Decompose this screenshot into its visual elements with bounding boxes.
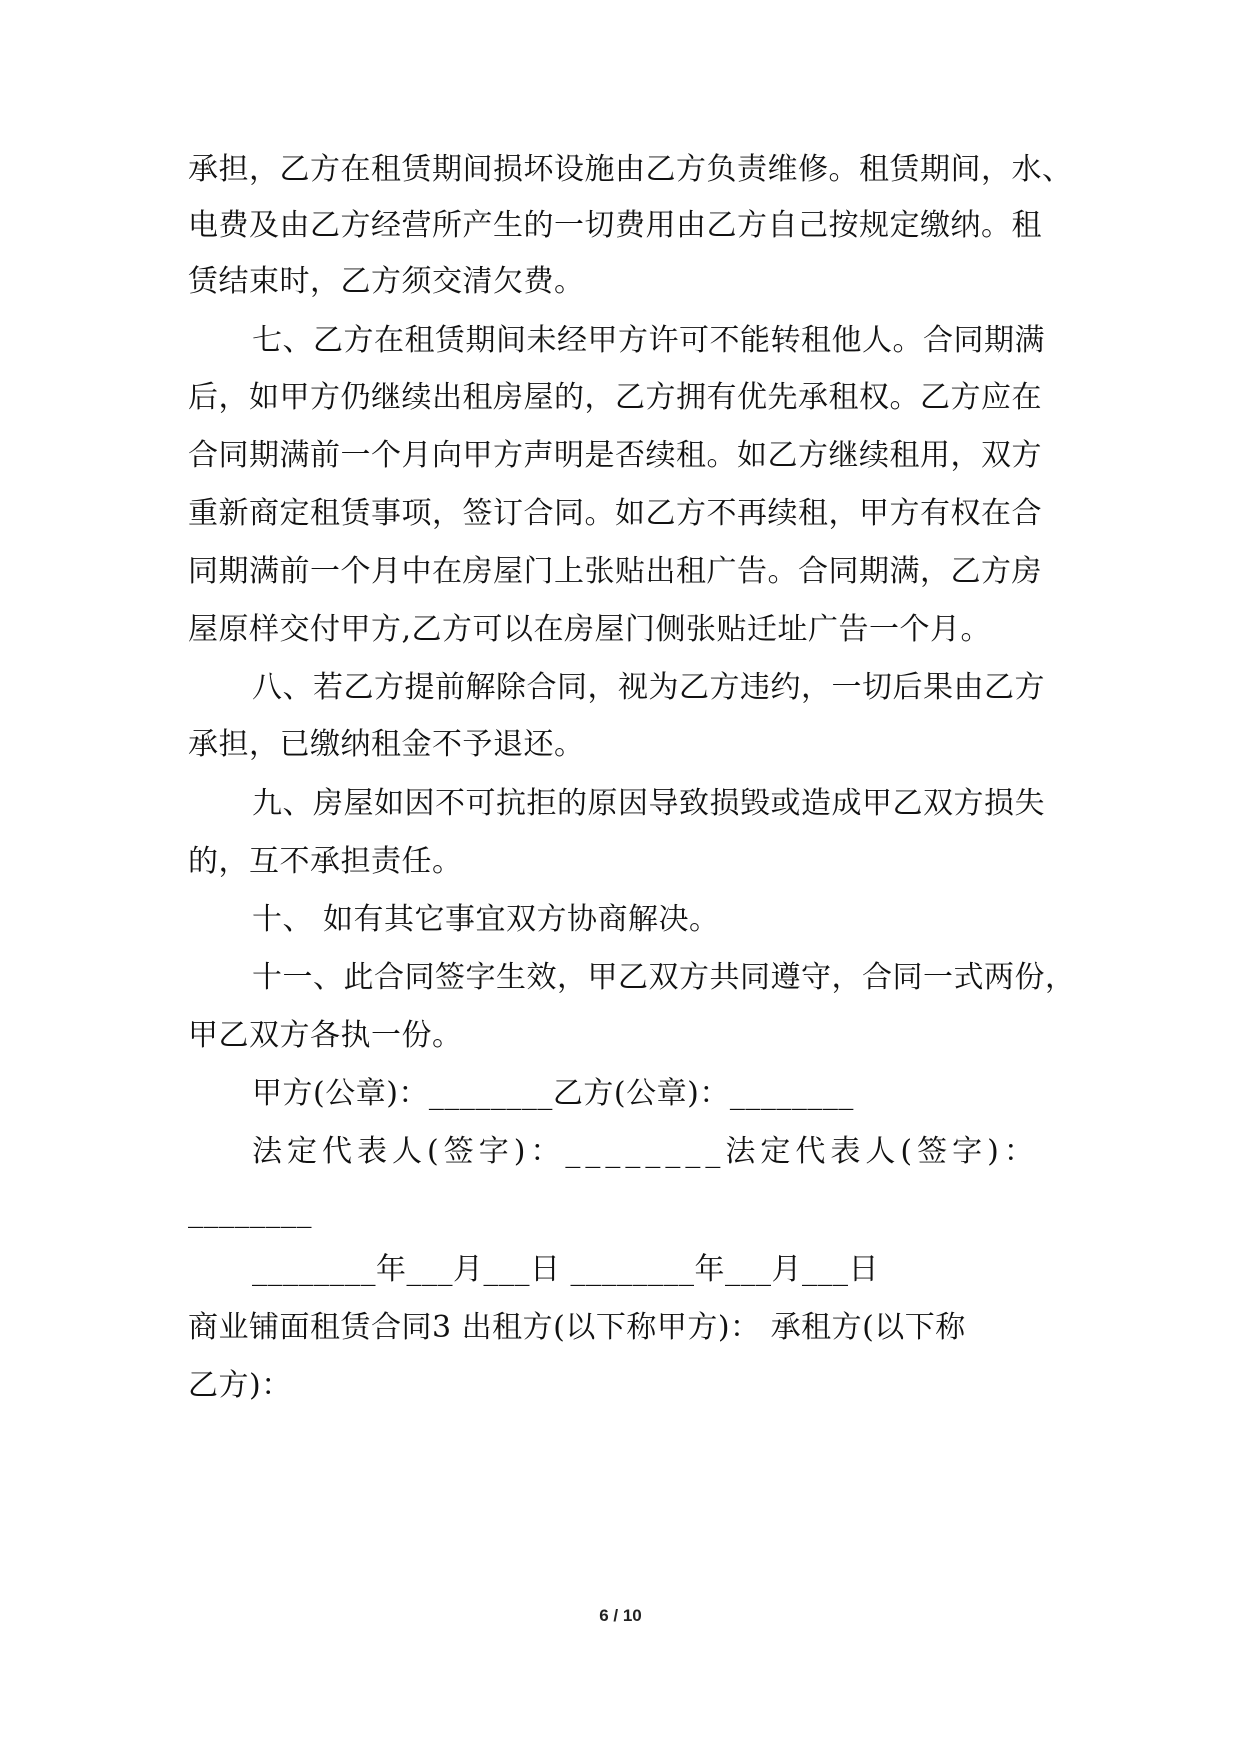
date-line: ________年___月___日 ________年___月___日 [252,1252,880,1287]
text-line-1: 承担，乙方在租赁期间损坏设施由乙方负责维修。租赁期间，水、 [188,152,1073,187]
clause-eight-line-2: 承担，已缴纳租金不予退还。 [188,727,585,762]
legal-representative-line: 法定代表人(签字)：________法定代表人(签字)： [252,1134,1039,1169]
clause-seven-line-4: 重新商定租赁事项，签订合同。如乙方不再续租，甲方有权在合 [188,496,1042,531]
page-number: 6 / 10 [599,1606,642,1625]
signature-blank: ________ [188,1194,312,1229]
clause-eleven-line-1: 十一、此合同签字生效，甲乙双方共同遵守，合同一式两份， [252,960,1076,995]
next-contract-heading: 商业铺面租赁合同3 出租方(以下称甲方)： 承租方(以下称 [188,1310,966,1345]
text-line-2: 电费及由乙方经营所产生的一切费用由乙方自己按规定缴纳。租 [188,208,1042,243]
text-line-3: 赁结束时，乙方须交清欠费。 [188,264,585,299]
clause-seven-line-1: 七、乙方在租赁期间未经甲方许可不能转租他人。合同期满 [252,323,1045,358]
next-contract-line-2: 乙方)： [188,1368,292,1403]
clause-eight-line-1: 八、若乙方提前解除合同，视为乙方违约，一切后果由乙方 [252,670,1045,705]
clause-eleven-line-2: 甲乙双方各执一份。 [188,1018,463,1053]
clause-seven-line-2: 后，如甲方仍继续出租房屋的，乙方拥有优先承租权。乙方应在 [188,380,1042,415]
party-seal-line: 甲方(公章)：________乙方(公章)：________ [252,1076,854,1111]
clause-seven-line-3: 合同期满前一个月向甲方声明是否续租。如乙方继续租用，双方 [188,438,1042,473]
clause-seven-line-5: 同期满前一个月中在房屋门上张贴出租广告。合同期满，乙方房 [188,554,1042,589]
clause-seven-line-6: 屋原样交付甲方,乙方可以在房屋门侧张贴迁址广告一个月。 [188,612,992,647]
clause-nine-line-2: 的，互不承担责任。 [188,844,463,879]
clause-nine-line-1: 九、房屋如因不可抗拒的原因导致损毁或造成甲乙双方损失 [252,786,1045,821]
clause-ten: 十、 如有其它事宜双方协商解决。 [252,902,720,937]
